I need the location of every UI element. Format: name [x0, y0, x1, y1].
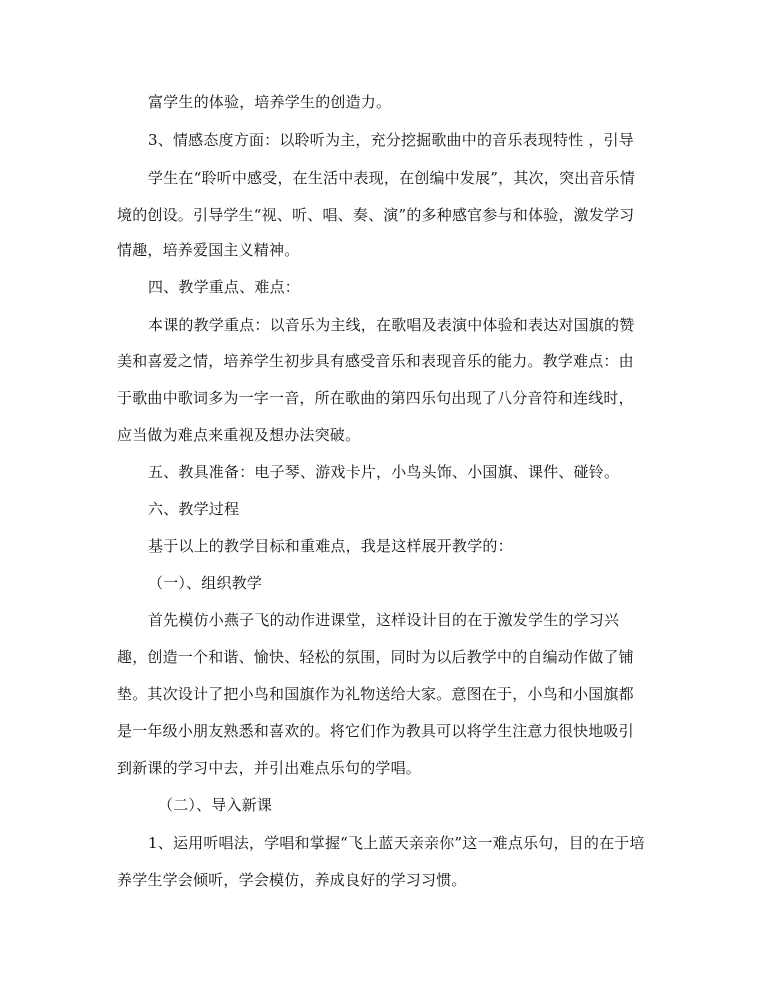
text-line: 到新课的学习中去，并引出难点乐句的学唱。 — [117, 759, 422, 777]
text-line: 于歌曲中歌词多为一字一音，所在歌曲的第四乐句出现了八分音符和连线时， — [117, 389, 634, 407]
section-heading: 六、教学过程 — [148, 500, 240, 518]
section-heading: 四、教学重点、难点： — [148, 278, 301, 296]
text-line: 趣，创造一个和谐、愉快、轻松的氛围，同时为以后教学中的自编动作做了铺 — [117, 648, 634, 666]
text-line: 是一年级小朋友熟悉和喜欢的。将它们作为教具可以将学生注意力很快地吸引 — [117, 722, 634, 740]
subsection-heading: （一）、组织教学 — [148, 574, 263, 592]
text-line: 五、教具准备：电子琴、游戏卡片，小鸟头饰、小国旗、课件、碰铃。 — [148, 463, 620, 481]
subsection-heading: （二）、导入新课 — [158, 796, 273, 814]
text-line: 3、情感态度方面：以聆听为主，充分挖掘歌曲中的音乐表现特性 ，引导 — [148, 131, 634, 149]
text-line: 首先模仿小燕子飞的动作进课堂，这样设计目的在于激发学生的学习兴 — [148, 611, 620, 629]
text-line: 学生在“聆听中感受，在生活中表现，在创编中发展”，其次，突出音乐情 — [148, 169, 635, 187]
text-line: 应当做为难点来重视及想办法突破。 — [117, 426, 361, 444]
text-line: 垫。其次设计了把小鸟和国旗作为礼物送给大家。意图在于，小鸟和小国旗都 — [117, 685, 634, 703]
text-line: 本课的教学重点：以音乐为主线，在歌唱及表演中体验和表达对国旗的赞 — [148, 316, 635, 334]
text-line: 美和喜爱之情，培养学生初步具有感受音乐和表现音乐的能力。教学难点：由 — [117, 352, 634, 370]
text-line: 养学生学会倾听，学会模仿，养成良好的学习习惯。 — [117, 871, 467, 889]
text-line: 1、运用听唱法，学唱和掌握“飞上蓝天亲亲你”这一难点乐句，目的在于培 — [148, 834, 645, 852]
text-line: 情趣，培养爱国主义精神。 — [117, 241, 300, 259]
text-line: 境的创设。引导学生“视、听、唱、奏、演”的多种感官参与和体验，激发学习 — [117, 206, 635, 224]
text-line: 基于以上的教学目标和重难点，我是这样展开教学的： — [148, 537, 513, 555]
text-line: 富学生的体验，培养学生的创造力。 — [148, 93, 392, 111]
